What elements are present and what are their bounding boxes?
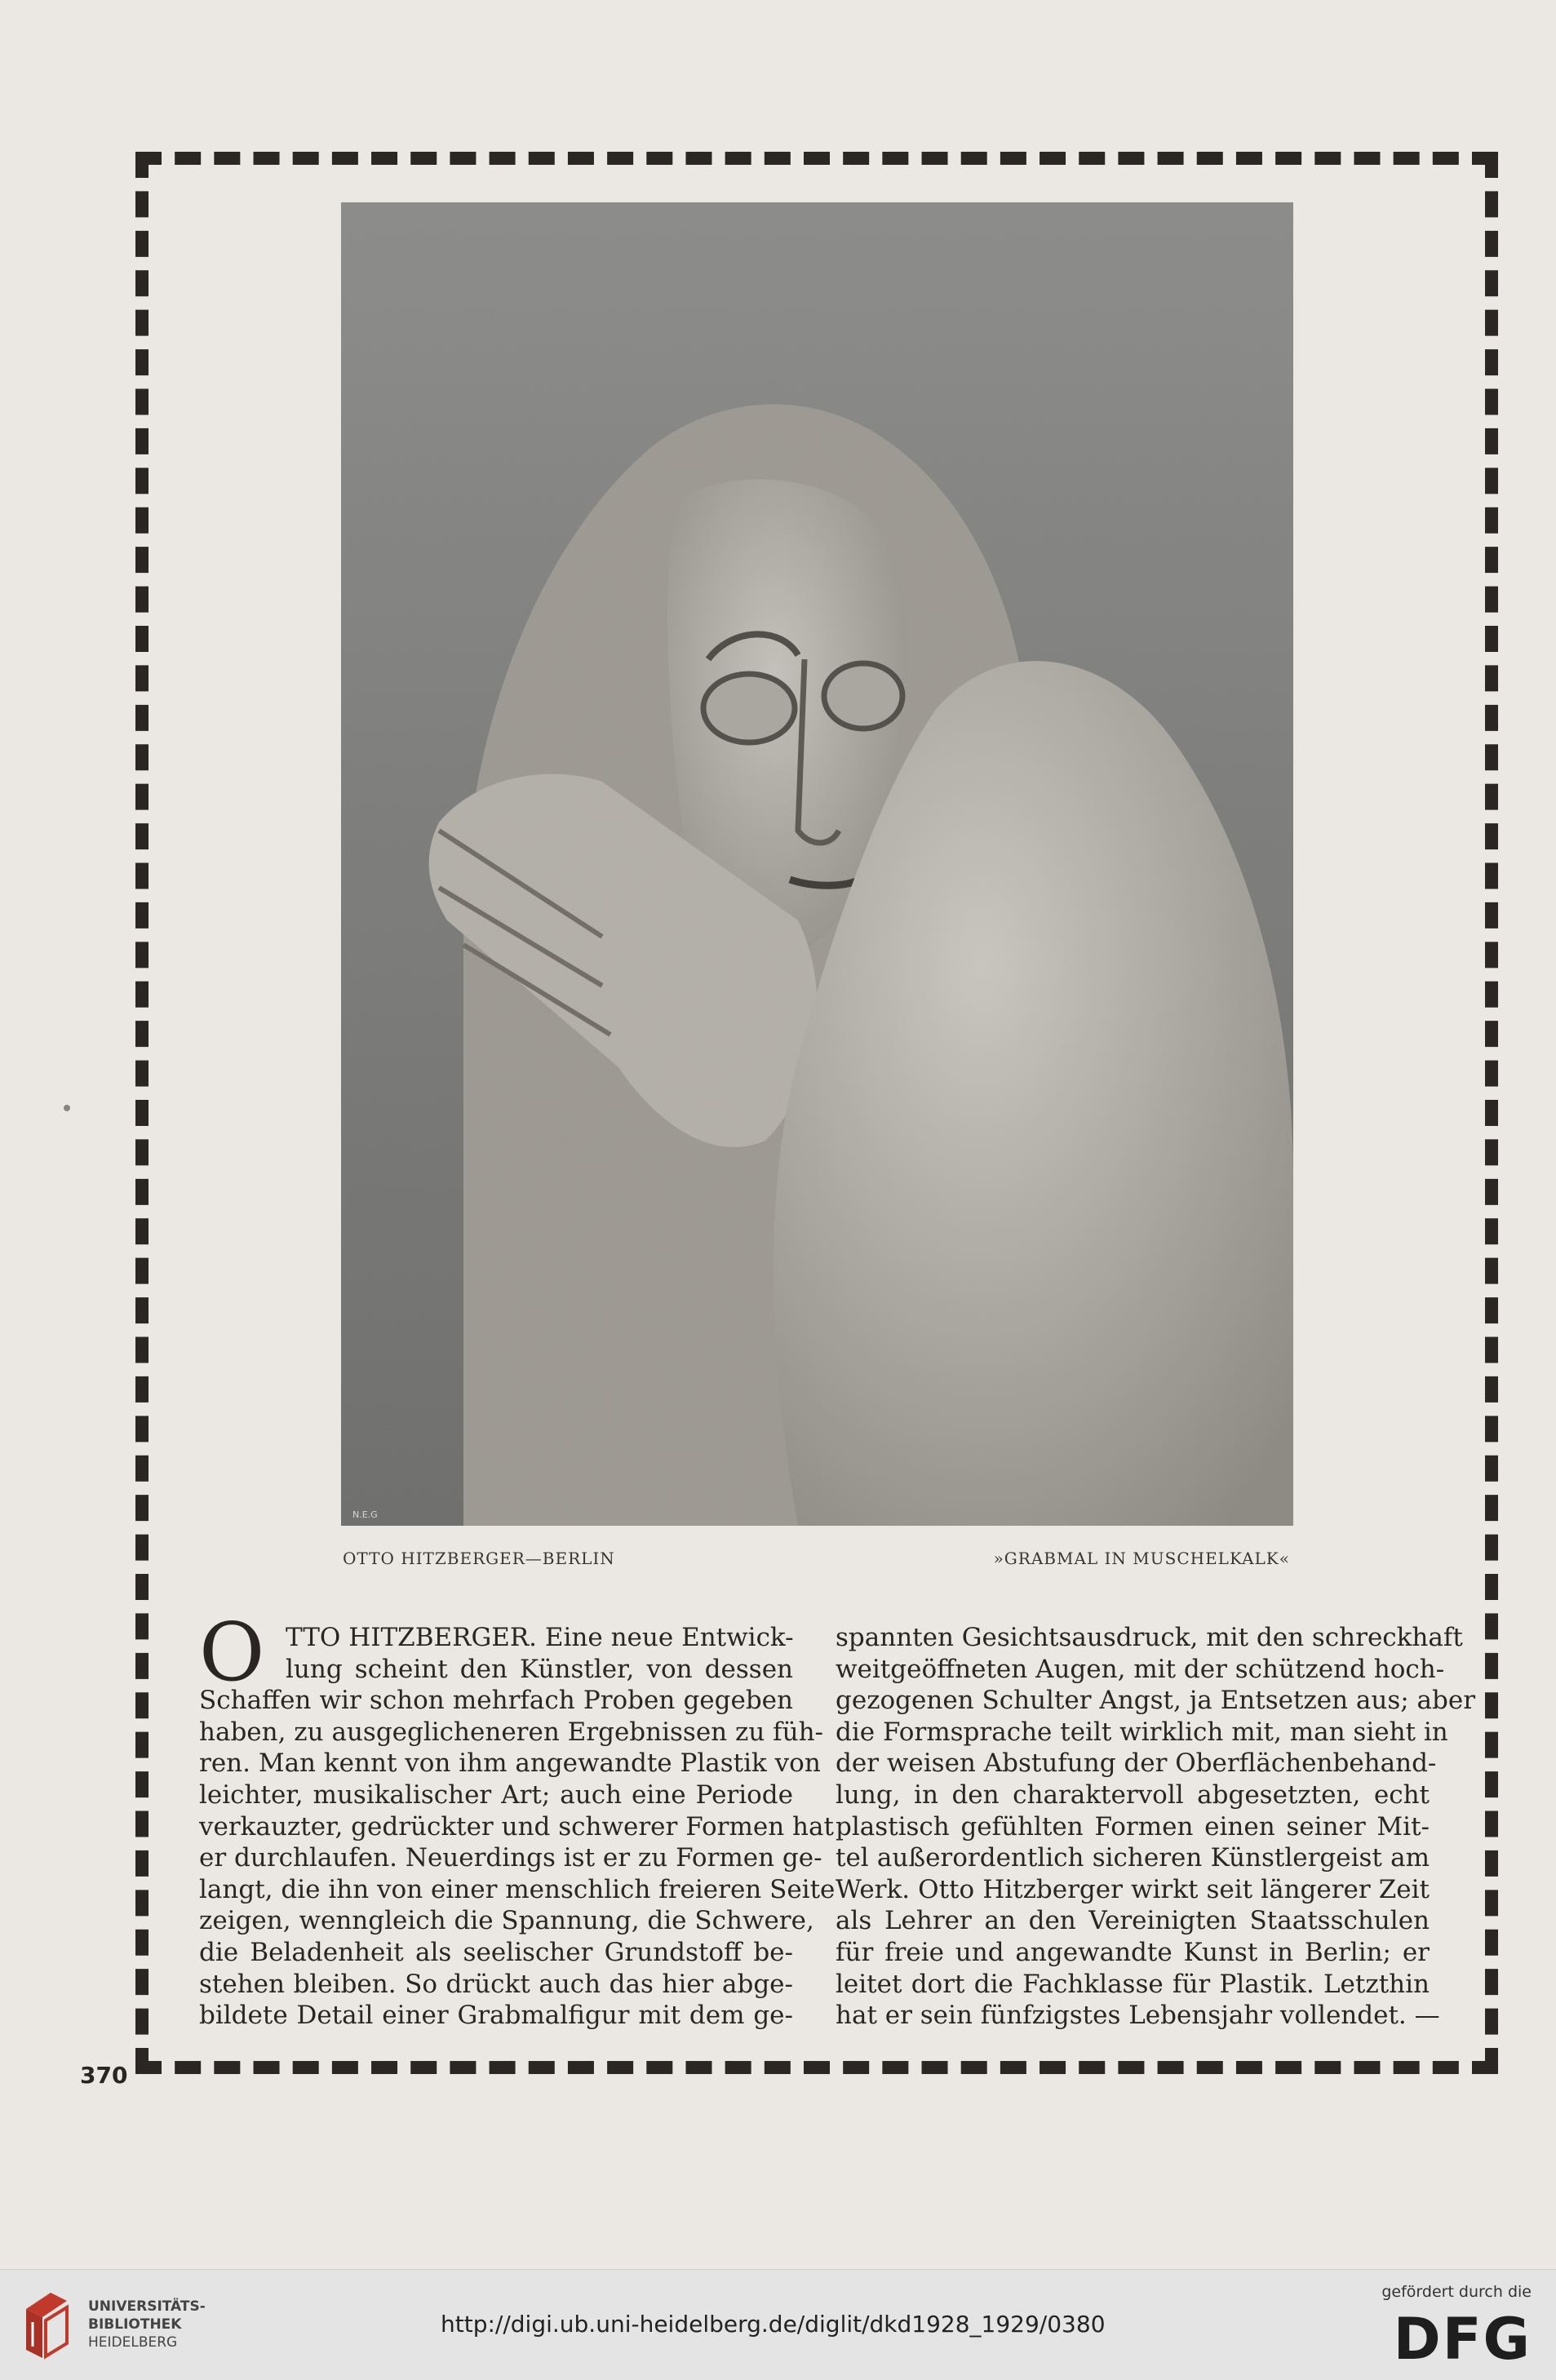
library-name-line: BIBLIOTHEK xyxy=(88,2316,182,2333)
text-line: die Formsprache teilt wirklich mit, man sieht in xyxy=(836,1717,1448,1747)
page-number: 370 xyxy=(80,2062,128,2089)
permalink-url[interactable]: http://digi.ub.uni-heidelberg.de/diglit/dkd1928_1929/0380 xyxy=(441,2311,1106,2338)
text-line: haben, zu ausgeglicheneren Ergebnissen zu füh- xyxy=(199,1717,824,1747)
text-line: der weisen Abstufung der Oberflächenbehand- xyxy=(836,1748,1437,1779)
article-column-1 xyxy=(199,1622,836,2032)
text-line: plastisch gefühlten Formen einen seiner Mit- xyxy=(836,1811,1430,1842)
text-line: langt, die ihn von einer menschlich freieren Seite xyxy=(199,1874,836,1904)
text-line: lung, in den charaktervoll abgesetzten, echt xyxy=(836,1779,1430,1810)
article-column-2 xyxy=(836,1622,1476,2032)
text-line: verkauzter, gedrückter und schwerer Formen hat xyxy=(199,1811,834,1842)
library-name xyxy=(88,2298,206,2351)
caption-artist: OTTO HITZBERGER—BERLIN xyxy=(343,1549,615,1568)
sculpture-photograph xyxy=(341,202,1293,1526)
text-line: er durchlaufen. Neuerdings ist er zu Formen ge- xyxy=(199,1843,822,1873)
drop-cap: O xyxy=(199,1607,265,1700)
text-line: ren. Man kennt von ihm angewandte Plastik von xyxy=(199,1748,821,1779)
text-line: zeigen, wenngleich die Spannung, die Schwere, xyxy=(199,1906,814,1936)
library-logo-icon[interactable] xyxy=(18,2285,75,2366)
text-line: die Beladenheit als seelischer Grundstoff be- xyxy=(199,1937,793,1967)
text-line: stehen bleiben. So drückt auch das hier abge- xyxy=(199,1969,793,1999)
paper-speck xyxy=(64,1105,70,1111)
text-line: leitet dort die Fachklasse für Plastik. Letzthin xyxy=(836,1969,1430,1999)
funding-note: gefördert durch die xyxy=(1381,2283,1532,2301)
photo-signature: N.E.G xyxy=(352,1509,378,1520)
dfg-logo[interactable]: DFG xyxy=(1393,2306,1532,2373)
text-line: Schaffen wir schon mehrfach Proben gegeben xyxy=(199,1686,793,1716)
caption-title: »GRABMAL IN MUSCHELKALK« xyxy=(993,1549,1290,1568)
text-line: hat er sein fünfzigstes Lebensjahr vollendet. — xyxy=(836,2001,1440,2031)
text-line: weitgeöffneten Augen, mit der schützend hoch- xyxy=(836,1654,1445,1684)
viewer-footer xyxy=(0,2269,1556,2380)
text-line: als Lehrer an den Vereinigten Staatsschulen xyxy=(836,1906,1430,1936)
text-line: tel außerordentlich sicheren Künstlergeist am xyxy=(836,1843,1430,1873)
text-line: für freie und angewandte Kunst in Berlin; er xyxy=(836,1937,1430,1967)
text-line: gezogenen Schulter Angst, ja Entsetzen aus; aber xyxy=(836,1686,1476,1716)
text-line: spannten Gesichtsausdruck, mit den schreckhaft xyxy=(836,1623,1463,1652)
library-name-line: HEIDELBERG xyxy=(88,2334,178,2351)
text-line: TTO HITZBERGER. Eine neue Entwick- xyxy=(286,1623,794,1652)
text-line: Werk. Otto Hitzberger wirkt seit längerer Zeit xyxy=(836,1874,1430,1904)
text-line: lung scheint den Künstler, von dessen xyxy=(286,1654,793,1684)
text-line: bildete Detail einer Grabmalfigur mit dem ge- xyxy=(199,2001,793,2031)
library-name-line: UNIVERSITÄTS- xyxy=(88,2298,206,2315)
text-line: leichter, musikalischer Art; auch eine Periode xyxy=(199,1779,793,1810)
